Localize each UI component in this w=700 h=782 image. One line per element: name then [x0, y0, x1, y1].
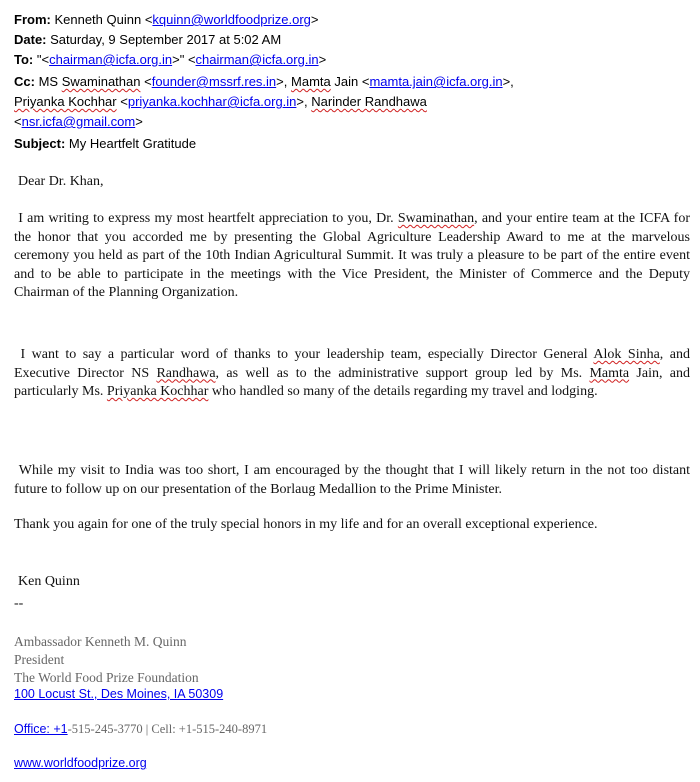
to-email-link-1[interactable]: chairman@icfa.org.in [49, 52, 173, 67]
to-email-link-2[interactable]: chairman@icfa.org.in [195, 52, 319, 67]
date-line [14, 32, 281, 48]
cc-open3: < [116, 94, 128, 109]
from-email-link[interactable]: kquinn@worldfoodprize.org [152, 12, 311, 27]
subject-value: My Heartfelt Gratitude [68, 136, 197, 151]
signature-role: President [14, 652, 65, 667]
p2-text-b: , and Executive Director NS [14, 347, 690, 381]
cc-label: Cc: [14, 74, 35, 89]
date-value: Saturday, 9 September 2017 at 5:02 AM [50, 32, 282, 47]
p2-mamta: Mamta [589, 365, 630, 381]
cc-swaminathan: Swaminathan [61, 74, 141, 89]
cc-email-link-3[interactable]: priyanka.kochhar@icfa.org.in [127, 94, 297, 109]
cc-sep2: >, [502, 74, 514, 89]
paragraph-2 [14, 346, 690, 402]
paragraph-1 [14, 210, 690, 303]
from-label: From: [14, 12, 51, 27]
address-link[interactable]: 100 Locust St., Des Moines, IA 50309 [14, 687, 224, 701]
cc-line-3 [14, 114, 143, 130]
to-line [14, 52, 326, 68]
paragraph-3 [14, 462, 690, 499]
cell-phone: | Cell: +1-515-240-8971 [142, 722, 268, 736]
subject-line [14, 136, 196, 152]
cc-email-link-4[interactable]: nsr.icfa@gmail.com [21, 114, 136, 129]
signature-name: Ambassador Kenneth M. Quinn [14, 634, 187, 649]
date-label: Date: [14, 32, 47, 47]
cc-email-link-2[interactable]: mamta.jain@icfa.org.in [369, 74, 503, 89]
cc-priyanka: Priyanka Kochhar [14, 94, 117, 109]
p2-text-a: I want to say a particular word of thanks to your leadership team, especially Director General [20, 347, 588, 362]
to-open: "< [36, 52, 50, 67]
from-line [14, 12, 318, 28]
p2-text-e: who handled so many of the details regarding my travel and lodging. [211, 384, 598, 399]
from-name: Kenneth Quinn < [54, 12, 153, 27]
cc-email-link-1[interactable]: founder@mssrf.res.in [151, 74, 277, 89]
website-link[interactable]: www.worldfoodprize.org [14, 756, 147, 770]
p3-text: While my visit to India was too short, I am encouraged by the thought that I will likely return in the not too distant future to follow up on our presentation of the Borlaug Medallion to the Prime Minister. [14, 463, 691, 497]
greeting: Dear Dr. Khan, [18, 174, 104, 189]
p1-text-a: I am writing to express my most heartfelt appreciation to you, Dr. [18, 211, 394, 226]
cc-line-2 [14, 94, 427, 110]
phone-line [14, 722, 267, 737]
p2-priyanka: Priyanka Kochhar [106, 384, 209, 399]
office-phone-link[interactable]: Office: +1 [14, 722, 68, 736]
p2-text-d: Jain, and particularly Ms. [14, 365, 690, 399]
to-label: To: [14, 52, 34, 67]
paragraph-4 [14, 516, 690, 535]
cc-close4: > [135, 114, 143, 129]
cc-sep3: >, [296, 94, 308, 109]
cc-open4: < [14, 114, 22, 129]
from-close: > [310, 12, 319, 27]
p2-alok: Alok Sinha [593, 347, 660, 362]
p4-text: Thank you again for one of the truly special honors in my life and for an overall exceptional experience. [14, 517, 598, 532]
p2-randhawa: Randhawa [156, 365, 216, 381]
p1-text-b: , and your entire team at the ICFA for the honor that you accorded me by presenting the Global Agriculture Leadership Award to me at the marvelous ceremony you held as part of the 10th Indian Agricultural Summit. It was truly a pleasure to be part of the entire event and to be able to participate in the meetings with the Vice President, the Minister of Commerce and the Deputy Chairman of the Planning Organization. [14, 211, 690, 300]
subject-label: Subject: [14, 136, 66, 151]
to-close: > [318, 52, 327, 67]
signoff: Ken Quinn [18, 574, 80, 589]
office-phone-rest: -515-245-3770 [67, 722, 143, 736]
cc-open1: < [140, 74, 152, 89]
to-mid: >" < [172, 52, 196, 67]
signature-dashes: -- [14, 596, 24, 611]
cc-sep1: >, [276, 74, 288, 89]
cc-jain: Jain < [334, 74, 370, 89]
cc-narinder: Narinder Randhawa [311, 94, 427, 109]
cc-line-1 [14, 74, 514, 90]
cc-mamta: Mamta [291, 74, 331, 89]
cc-ms: MS [38, 74, 59, 89]
signature-org: The World Food Prize Foundation [14, 670, 199, 685]
p2-text-c: , as well as to the administrative support group led by Ms. [215, 365, 583, 381]
p1-swaminathan: Swaminathan [397, 211, 475, 226]
